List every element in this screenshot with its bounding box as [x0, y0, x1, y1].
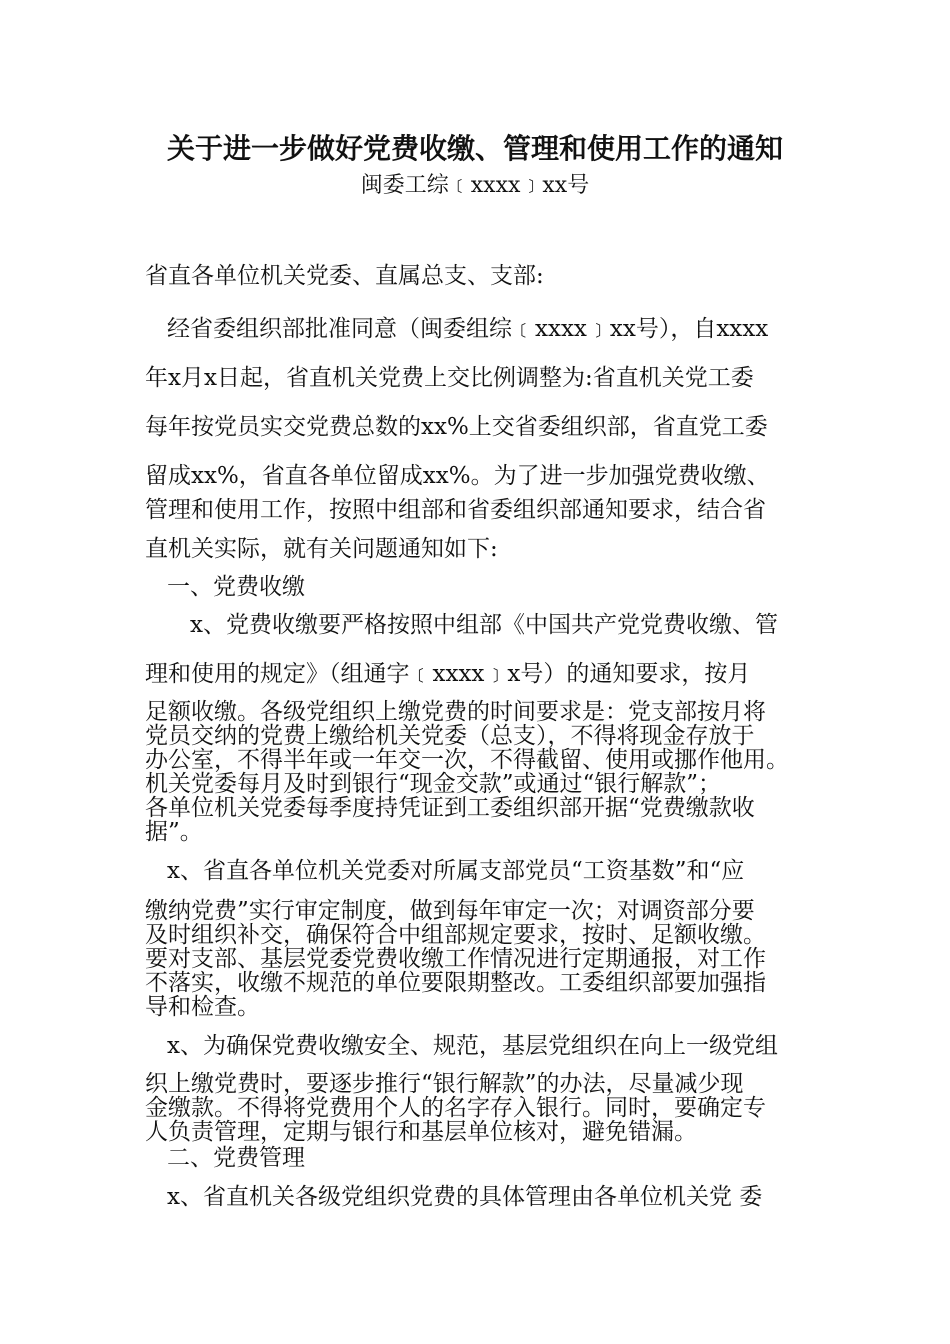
salutation: 省直各单位机关党委、直属总支、支部:	[145, 263, 544, 289]
body-line: 每年按党员实交党费总数的xx%上交省委组织部，省直党工委	[145, 414, 768, 440]
document-number: 闽委工综﹝xxxx﹞xx号	[360, 173, 590, 198]
body-line: 留成xx%，省直各单位留成xx%。为了进一步加强党费收缴、	[145, 463, 770, 489]
body-line: 党员交纳的党费上缴给机关党委（总支），不得将现金存放于	[145, 723, 755, 749]
body-line: 织上缴党费时，要逐步推行“银行解款”的办法，尽量减少现	[145, 1071, 744, 1097]
body-line: 经省委组织部批准同意（闽委组综﹝xxxx﹞xx号），自xxxx	[167, 316, 769, 342]
body-line: 直机关实际，就有关问题通知如下:	[145, 536, 498, 562]
body-line: x、省直各单位机关党委对所属支部党员“工资基数”和“应	[167, 858, 745, 884]
body-line: 足额收缴。各级党组织上缴党费的时间要求是：党支部按月将	[145, 699, 766, 725]
body-line: 机关党委每月及时到银行“现金交款”或通过“银行解款”；	[145, 771, 722, 797]
body-line: 要对支部、基层党委党费收缴工作情况进行定期通报，对工作	[145, 946, 766, 972]
body-line: x、党费收缴要严格按照中组部《中国共产党党费收缴、管	[190, 612, 778, 638]
body-line: 金缴款。不得将党费用个人的名字存入银行。同时，要确定专	[145, 1095, 766, 1121]
body-line: 及时组织补交，确保符合中组部规定要求，按时、足额收缴。	[145, 922, 766, 948]
section-heading: 二、党费管理	[167, 1145, 305, 1171]
body-line: x、省直机关各级党组织党费的具体管理由各单位机关党 委	[167, 1184, 763, 1210]
body-line: 理和使用的规定》（组通字﹝xxxx﹞x号）的通知要求，按月	[145, 661, 751, 687]
body-line: 缴纳党费”实行审定制度，做到每年审定一次；对调资部分要	[145, 898, 755, 924]
document-title: 关于进一步做好党费收缴、管理和使用工作的通知	[166, 132, 783, 165]
section-heading: 一、党费收缴	[167, 574, 305, 600]
body-line: 人负责管理，定期与银行和基层单位核对，避免错漏。	[145, 1119, 697, 1145]
body-line: 年x月x日起，省直机关党费上交比例调整为:省直机关党工委	[145, 365, 754, 391]
body-line: 各单位机关党委每季度持凭证到工委组织部开据“党费缴款收	[145, 795, 755, 821]
body-line: 管理和使用工作，按照中组部和省委组织部通知要求，结合省	[145, 497, 766, 523]
body-line: 不落实，收缴不规范的单位要限期整改。工委组织部要加强指	[145, 970, 766, 996]
body-line: x、为确保党费收缴安全、规范，基层党组织在向上一级党组	[167, 1033, 778, 1059]
body-line: 办公室，不得半年或一年交一次，不得截留、使用或挪作他用。	[145, 747, 789, 773]
body-line: 据”。	[145, 819, 203, 845]
body-line: 导和检查。	[145, 994, 260, 1020]
